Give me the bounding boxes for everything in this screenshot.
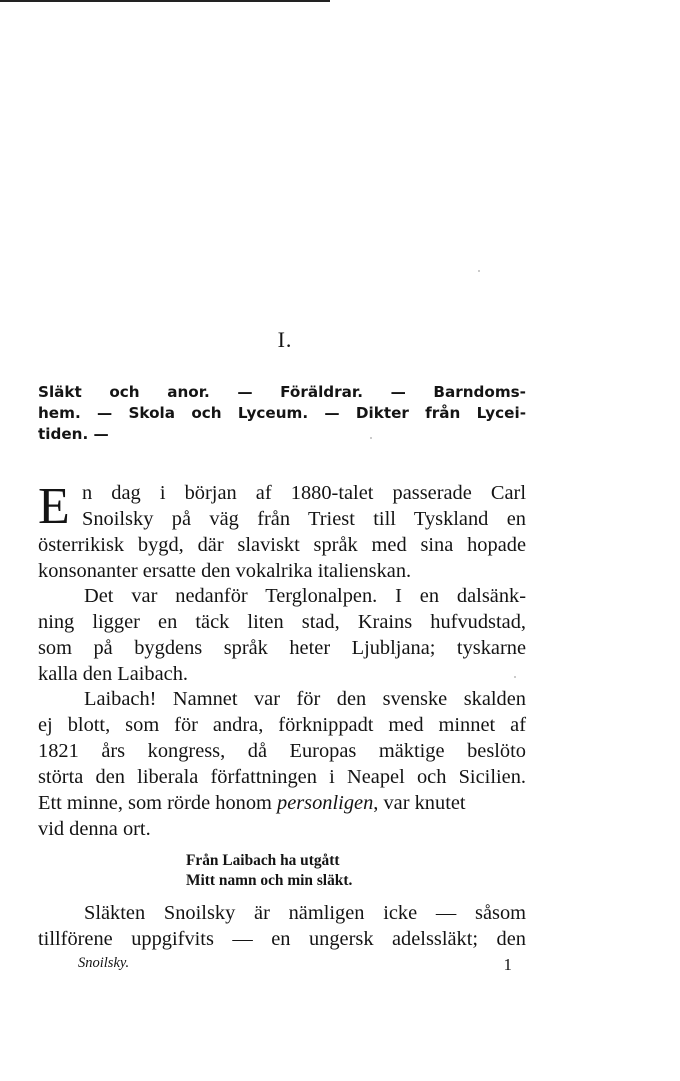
verse-line: Mitt namn och min släkt.: [186, 872, 353, 889]
text-line: Laibach! Namnet var för den svenske skalden: [84, 688, 526, 710]
synopsis-line: hem. — Skola och Lyceum. — Dikter från Lycei-: [38, 404, 526, 422]
paragraph-2: [38, 584, 526, 688]
text-line: Släkten Snoilsky är nämligen icke — såsom: [84, 902, 526, 924]
text-line: Snoilsky på väg från Triest till Tyskland en: [82, 507, 526, 530]
synopsis-line: Släkt och anor. — Föräldrar. — Barndoms-: [38, 383, 526, 401]
paper-speck: [514, 676, 516, 678]
emphasized-word: personligen: [277, 791, 374, 814]
text-line: Det var nedanför Terglonalpen. I en dalsänk-: [84, 585, 526, 607]
text-line: som på bygdens språk heter Ljubljana; tyskarne: [38, 636, 526, 659]
paragraph-3: [38, 687, 526, 842]
verse-line: Från Laibach ha utgått: [186, 852, 340, 869]
verse-quote: [186, 851, 352, 891]
top-rule: [0, 0, 330, 2]
chapter-number: I.: [277, 327, 293, 352]
text-line: kalla den Laibach.: [38, 662, 189, 685]
text-line: vid denna ort.: [38, 817, 151, 840]
paper-speck: [370, 437, 372, 439]
paper-speck: [478, 270, 480, 272]
text-line: [38, 791, 526, 817]
paragraph-4: [38, 901, 526, 953]
text-line: österrikisk bygd, där slaviskt språk med sina hopade: [38, 533, 526, 556]
signature-mark: Snoilsky.: [78, 955, 130, 971]
page-number: 1: [503, 955, 512, 974]
drop-cap: E: [38, 478, 70, 535]
text-line: tillförene uppgifvits — en ungersk adelssläkt; den: [38, 927, 526, 950]
chapter-synopsis: [38, 382, 526, 445]
text-line: n dag i början af 1880-talet passerade Carl: [82, 482, 526, 504]
text-line: störta den liberala författningen i Neapel och Sicilien.: [38, 765, 526, 788]
text-segment: , var knutet: [373, 791, 466, 814]
text-line: 1821 års kongress, då Europas mäktige beslöto: [38, 739, 526, 762]
text-segment: Ett minne, som rörde honom: [38, 791, 277, 814]
text-line: ej blott, som för andra, förknippadt med minnet af: [38, 713, 526, 736]
text-line: ning ligger en täck liten stad, Krains hufvudstad,: [38, 610, 526, 633]
text-line: konsonanter ersatte den vokalrika italienskan.: [38, 559, 412, 582]
synopsis-line: tiden. —: [38, 425, 109, 443]
paragraph-1: [38, 478, 526, 585]
